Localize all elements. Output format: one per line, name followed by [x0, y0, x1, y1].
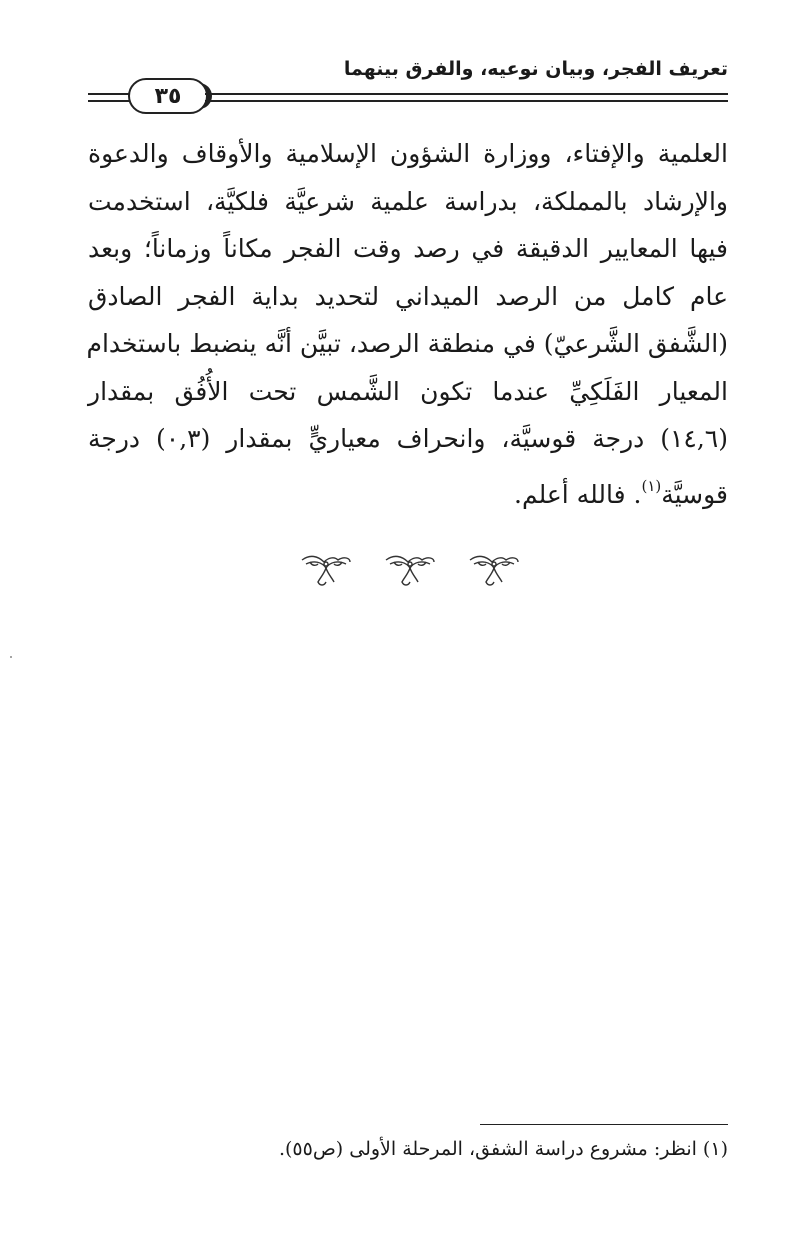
fleuron-ornament-icon — [468, 550, 520, 590]
body-line: والإرشاد بالمملكة، بدراسة علمية شرعيَّة فلكيَّة، استخدمت — [88, 186, 728, 216]
body-line: عام كامل من الرصد الميداني لتحديد بداية الفجر الصادق — [88, 281, 728, 311]
fleuron-ornament-icon — [384, 550, 436, 590]
body-line: (الشَّفق الشَّرعيّ) في منطقة الرصد، تبيَّن أنَّه ينضبط باستخدام — [86, 329, 728, 358]
last-line-text: قوسيَّة — [661, 479, 728, 509]
closing-phrase: . فالله أعلم. — [514, 479, 642, 509]
footnote-reference[interactable]: (١) — [641, 476, 662, 495]
body-paragraph — [88, 130, 728, 510]
page-number: ٣٥ — [128, 78, 208, 114]
footnote-separator — [480, 1124, 728, 1125]
body-line: فيها المعايير الدقيقة في رصد وقت الفجر مكاناً وزماناً؛ وبعد — [88, 234, 728, 263]
header-rule-right — [205, 93, 728, 102]
header-rule-left — [88, 93, 130, 102]
body-last-line — [88, 463, 728, 511]
body-line: (١٤,٦) درجة قوسيَّة، وانحراف معياريٍّ بمقدار (٠,٣) درجة — [88, 424, 728, 453]
footnote: (١) انظر: مشروع دراسة الشفق، المرحلة الأولى (ص٥٥). — [278, 1138, 728, 1160]
body-line: المعيار الفَلَكِيِّ عندما تكون الشَّمس تحت الأُفُق بمقدار — [88, 376, 728, 406]
section-divider-ornaments — [300, 550, 520, 590]
body-line: العلمية والإفتاء، ووزارة الشؤون الإسلامية والأوقاف والدعوة — [88, 139, 728, 168]
fleuron-ornament-icon — [300, 550, 352, 590]
scan-speck — [10, 656, 12, 658]
running-title: تعريف الفجر، وبيان نوعيه، والفرق بينهما — [343, 58, 728, 80]
